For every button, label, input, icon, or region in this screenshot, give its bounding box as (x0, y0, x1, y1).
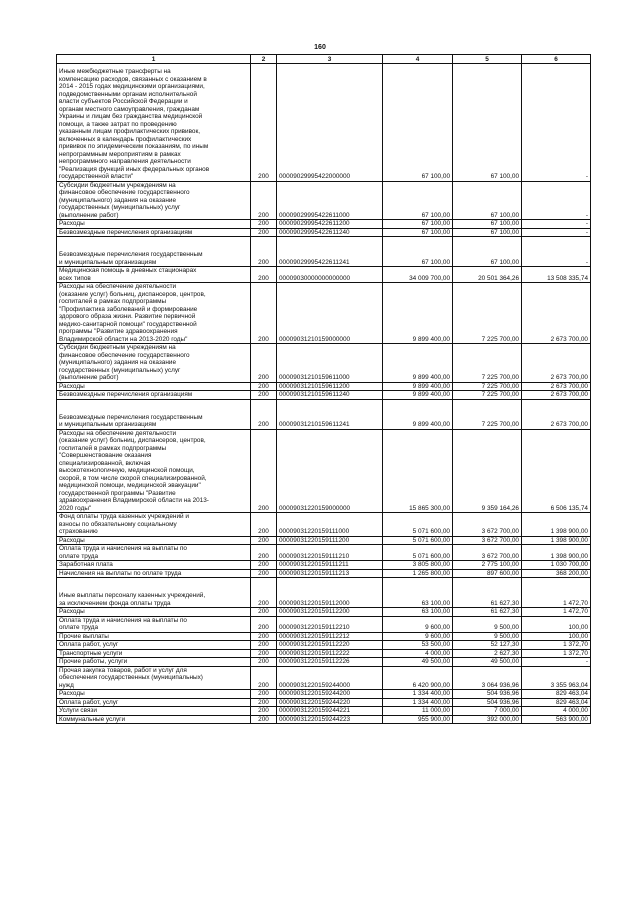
row-code-cell: 200 (251, 632, 277, 641)
row-classifier-cell: 00009031220159244220 (277, 698, 383, 707)
row-approved-cell: 63 100,00 (383, 578, 453, 608)
row-approved-cell: 1 334 400,00 (383, 698, 453, 707)
row-approved-cell: 5 071 600,00 (383, 513, 453, 537)
row-code-cell: 200 (251, 690, 277, 699)
row-approved-cell: 53 500,00 (383, 641, 453, 650)
row-name-cell: Субсидии бюджетным учреждениям на финансовое обеспечение государственного (муниципального) задания на оказание государственных (муниципальных) услуг (выполнение работ) (57, 181, 251, 220)
row-approved-cell: 3 805 800,00 (383, 561, 453, 570)
row-remaining-cell: 2 673 700,00 (522, 344, 591, 383)
row-code-cell: 200 (251, 64, 277, 182)
row-approved-cell: 11 000,00 (383, 707, 453, 716)
row-classifier-cell: 00009031220159111213 (277, 569, 383, 578)
row-name-cell: Начисления на выплаты по оплате труда (57, 569, 251, 578)
row-executed-cell: 7 000,00 (453, 707, 522, 716)
row-approved-cell: 67 100,00 (383, 220, 453, 229)
row-code-cell: 200 (251, 545, 277, 561)
table-row (57, 283, 591, 344)
row-name-cell: Иные межбюджетные трансферты на компенсацию расходов, связанных с оказанием в 2014 - 2015 годах медицинскими организациями, подведомственными органам исполнительной власти субъектов Российской Федерации и органам местного самоуправления, гражданам Украины и лицам без гражданства медицинской помощи, а также затрат по проведению указанным лицам профилактических прививок, включенных в календарь профилактических прививок по эпидемическим показаниям, по иным непрограммным мероприятиям в рамках непрограммного направления деятельности "Реализация функций иных федеральных органов государственной власти" (57, 64, 251, 182)
row-name-cell: Заработная плата (57, 561, 251, 570)
row-classifier-cell: 00009031220159111200 (277, 536, 383, 545)
table-row (57, 666, 591, 690)
row-remaining-cell: - (522, 64, 591, 182)
row-name-cell: Прочие работы, услуги (57, 658, 251, 667)
row-code-cell: 200 (251, 237, 277, 267)
row-classifier-cell: 00009029995422000000 (277, 64, 383, 182)
row-name-cell: Оплата труда и начисления на выплаты по оплате труда (57, 616, 251, 632)
row-executed-cell: 7 225 700,00 (453, 399, 522, 429)
row-name-cell: Безвозмездные перечисления организациям (57, 391, 251, 400)
table-row (57, 632, 591, 641)
header-cell: 4 (383, 55, 453, 64)
row-code-cell: 200 (251, 391, 277, 400)
row-executed-cell: 52 127,30 (453, 641, 522, 650)
table-row (57, 344, 591, 383)
row-executed-cell: 3 064 936,96 (453, 666, 522, 690)
table-row (57, 658, 591, 667)
table-row (57, 641, 591, 650)
row-name-cell: Прочая закупка товаров, работ и услуг для обеспечения государственных (муниципальных) нужд (57, 666, 251, 690)
row-code-cell: 200 (251, 344, 277, 383)
row-approved-cell: 9 899 400,00 (383, 399, 453, 429)
header-cell: 3 (277, 55, 383, 64)
table-row (57, 399, 591, 429)
row-name-cell: Фонд оплаты труда казенных учреждений и взносы по обязательному социальному страхованию (57, 513, 251, 537)
table-row (57, 616, 591, 632)
row-remaining-cell: - (522, 220, 591, 229)
table-row (57, 715, 591, 724)
row-name-cell: Безвозмездные перечисления организациям (57, 228, 251, 237)
row-name-cell: Коммунальные услуги (57, 715, 251, 724)
row-classifier-cell: 00009031210159611000 (277, 344, 383, 383)
row-executed-cell: 2 627,30 (453, 649, 522, 658)
row-executed-cell: 7 225 700,00 (453, 391, 522, 400)
table-row (57, 267, 591, 283)
row-name-cell: Расходы (57, 608, 251, 617)
row-remaining-cell: 2 673 700,00 (522, 382, 591, 391)
row-name-cell: Прочие выплаты (57, 632, 251, 641)
row-remaining-cell: 368 200,00 (522, 569, 591, 578)
table-row (57, 545, 591, 561)
row-classifier-cell: 00009031220159112210 (277, 616, 383, 632)
row-classifier-cell: 00009031220159112200 (277, 608, 383, 617)
row-executed-cell: 9 500,00 (453, 632, 522, 641)
table-row (57, 228, 591, 237)
row-executed-cell: 9 359 164,26 (453, 429, 522, 513)
row-code-cell: 200 (251, 513, 277, 537)
row-classifier-cell: 00009031220159111000 (277, 513, 383, 537)
row-name-cell: Безвозмездные перечисления государственным и муниципальным организациям (57, 237, 251, 267)
row-remaining-cell: 1 472,70 (522, 608, 591, 617)
table-row (57, 391, 591, 400)
table-row (57, 608, 591, 617)
row-code-cell: 200 (251, 283, 277, 344)
row-executed-cell: 61 627,30 (453, 608, 522, 617)
budget-table (56, 54, 591, 724)
row-executed-cell: 504 936,96 (453, 698, 522, 707)
row-classifier-cell: 00009031220159000000 (277, 429, 383, 513)
row-code-cell: 200 (251, 649, 277, 658)
row-code-cell: 200 (251, 715, 277, 724)
row-remaining-cell: 2 673 700,00 (522, 283, 591, 344)
page-number: 160 (314, 44, 326, 51)
row-executed-cell: 61 627,30 (453, 578, 522, 608)
row-executed-cell: 67 100,00 (453, 220, 522, 229)
row-executed-cell: 7 225 700,00 (453, 382, 522, 391)
row-executed-cell: 2 775 100,00 (453, 561, 522, 570)
row-name-cell: Оплата труда и начисления на выплаты по оплате труда (57, 545, 251, 561)
row-remaining-cell: 829 463,04 (522, 690, 591, 699)
row-name-cell: Оплата работ, услуг (57, 698, 251, 707)
row-remaining-cell: 1 372,70 (522, 641, 591, 650)
row-approved-cell: 67 100,00 (383, 181, 453, 220)
row-classifier-cell: 00009031220159112222 (277, 649, 383, 658)
row-code-cell: 200 (251, 220, 277, 229)
row-classifier-cell: 00009031220159112212 (277, 632, 383, 641)
row-executed-cell: 3 672 700,00 (453, 536, 522, 545)
header-cell: 1 (57, 55, 251, 64)
row-remaining-cell: 1 372,70 (522, 649, 591, 658)
row-executed-cell: 3 672 700,00 (453, 513, 522, 537)
row-approved-cell: 1 334 400,00 (383, 690, 453, 699)
row-executed-cell: 3 672 700,00 (453, 545, 522, 561)
row-code-cell: 200 (251, 698, 277, 707)
row-name-cell: Расходы (57, 536, 251, 545)
row-classifier-cell: 00009031220159244223 (277, 715, 383, 724)
row-classifier-cell: 00009031210159000000 (277, 283, 383, 344)
row-name-cell: Расходы (57, 382, 251, 391)
row-remaining-cell: 1 398 900,00 (522, 536, 591, 545)
row-approved-cell: 9 600,00 (383, 632, 453, 641)
row-approved-cell: 9 899 400,00 (383, 283, 453, 344)
row-approved-cell: 67 100,00 (383, 64, 453, 182)
table-row (57, 181, 591, 220)
row-name-cell: Оплата работ, услуг (57, 641, 251, 650)
row-remaining-cell: 100,00 (522, 616, 591, 632)
row-remaining-cell: 6 506 135,74 (522, 429, 591, 513)
row-approved-cell: 67 100,00 (383, 228, 453, 237)
header-cell: 2 (251, 55, 277, 64)
table-row (57, 382, 591, 391)
row-remaining-cell: 4 000,00 (522, 707, 591, 716)
row-code-cell: 200 (251, 666, 277, 690)
row-approved-cell: 49 500,00 (383, 658, 453, 667)
row-code-cell: 200 (251, 181, 277, 220)
header-row (57, 55, 591, 64)
row-classifier-cell: 00009031220159111211 (277, 561, 383, 570)
row-executed-cell: 504 936,96 (453, 690, 522, 699)
row-approved-cell: 1 265 800,00 (383, 569, 453, 578)
row-remaining-cell: 2 673 700,00 (522, 399, 591, 429)
row-classifier-cell: 00009031210159611200 (277, 382, 383, 391)
row-name-cell: Медицинская помощь в дневных стационарах всех типов (57, 267, 251, 283)
table-row (57, 64, 591, 182)
table-row (57, 707, 591, 716)
row-executed-cell: 20 501 364,26 (453, 267, 522, 283)
row-approved-cell: 34 009 700,00 (383, 267, 453, 283)
row-remaining-cell: - (522, 228, 591, 237)
row-approved-cell: 15 865 300,00 (383, 429, 453, 513)
row-name-cell: Расходы на обеспечение деятельности (оказание услуг) больниц, диспансеров, центров, госпиталей в рамках подпрограммы "Совершенствование оказания специализированной, включая высокотехнологичную, медицинской помощи, скорой, в том числе скорой специализированной, медицинской помощи, медицинской эвакуации" государственной программы "Развитие здравоохранения Владимирской области на 2013- 2020 годы" (57, 429, 251, 513)
table-row (57, 429, 591, 513)
header-cell: 6 (522, 55, 591, 64)
row-remaining-cell: - (522, 181, 591, 220)
row-code-cell: 200 (251, 267, 277, 283)
table-row (57, 698, 591, 707)
row-executed-cell: 7 225 700,00 (453, 344, 522, 383)
table-row (57, 690, 591, 699)
row-classifier-cell: 00009031220159112000 (277, 578, 383, 608)
row-approved-cell: 5 071 600,00 (383, 536, 453, 545)
row-classifier-cell: 00009029995422611240 (277, 228, 383, 237)
row-executed-cell: 49 500,00 (453, 658, 522, 667)
row-name-cell: Иные выплаты персоналу казенных учреждений, за исключением фонда оплаты труда (57, 578, 251, 608)
row-approved-cell: 6 420 900,00 (383, 666, 453, 690)
row-remaining-cell: 3 355 963,04 (522, 666, 591, 690)
row-classifier-cell: 00009029995422611000 (277, 181, 383, 220)
row-approved-cell: 9 600,00 (383, 616, 453, 632)
row-executed-cell: 67 100,00 (453, 64, 522, 182)
row-approved-cell: 955 900,00 (383, 715, 453, 724)
row-remaining-cell: 829 463,04 (522, 698, 591, 707)
table-row (57, 513, 591, 537)
row-code-cell: 200 (251, 228, 277, 237)
row-executed-cell: 67 100,00 (453, 181, 522, 220)
row-remaining-cell: 100,00 (522, 632, 591, 641)
table-row (57, 237, 591, 267)
row-approved-cell: 9 899 400,00 (383, 391, 453, 400)
row-code-cell: 200 (251, 658, 277, 667)
row-executed-cell: 67 100,00 (453, 237, 522, 267)
row-classifier-cell: 00009031210159611240 (277, 391, 383, 400)
row-remaining-cell: 13 508 335,74 (522, 267, 591, 283)
row-code-cell: 200 (251, 707, 277, 716)
row-code-cell: 200 (251, 399, 277, 429)
row-classifier-cell: 00009031220159244221 (277, 707, 383, 716)
row-executed-cell: 897 600,00 (453, 569, 522, 578)
row-code-cell: 200 (251, 578, 277, 608)
row-remaining-cell: 563 900,00 (522, 715, 591, 724)
row-executed-cell: 67 100,00 (453, 228, 522, 237)
row-approved-cell: 63 100,00 (383, 608, 453, 617)
row-approved-cell: 9 899 400,00 (383, 344, 453, 383)
table-row (57, 536, 591, 545)
row-classifier-cell: 00009031220159244000 (277, 666, 383, 690)
row-approved-cell: 5 071 600,00 (383, 545, 453, 561)
row-code-cell: 200 (251, 641, 277, 650)
row-classifier-cell: 00009031220159244200 (277, 690, 383, 699)
row-code-cell: 200 (251, 536, 277, 545)
row-name-cell: Расходы (57, 220, 251, 229)
row-classifier-cell: 00009029995422611241 (277, 237, 383, 267)
row-name-cell: Услуги связи (57, 707, 251, 716)
row-name-cell: Транспортные услуги (57, 649, 251, 658)
row-classifier-cell: 00009030000000000000 (277, 267, 383, 283)
row-classifier-cell: 00009031220159112226 (277, 658, 383, 667)
row-name-cell: Субсидии бюджетным учреждениям на финансовое обеспечение государственного (муниципального) задания на оказание государственных (муниципальных) услуг (выполнение работ) (57, 344, 251, 383)
row-remaining-cell: 1 398 900,00 (522, 513, 591, 537)
row-executed-cell: 9 500,00 (453, 616, 522, 632)
row-approved-cell: 9 899 400,00 (383, 382, 453, 391)
row-code-cell: 200 (251, 569, 277, 578)
table-row (57, 578, 591, 608)
row-name-cell: Расходы на обеспечение деятельности (оказание услуг) больниц, диспансеров, центров, госпиталей в рамках подпрограммы "Профилактика заболеваний и формирование здорового образа жизни. Развитие первичной медико-санитарной помощи" государственной программы "Развитие здравоохранения Владимирской области на 2013-2020 годы" (57, 283, 251, 344)
row-classifier-cell: 00009031220159111210 (277, 545, 383, 561)
row-code-cell: 200 (251, 429, 277, 513)
row-remaining-cell: 1 472,70 (522, 578, 591, 608)
row-remaining-cell: - (522, 237, 591, 267)
row-name-cell: Расходы (57, 690, 251, 699)
row-code-cell: 200 (251, 382, 277, 391)
row-classifier-cell: 00009031220159112220 (277, 641, 383, 650)
row-classifier-cell: 00009031210159611241 (277, 399, 383, 429)
table-row (57, 220, 591, 229)
table-row (57, 649, 591, 658)
row-approved-cell: 4 000,00 (383, 649, 453, 658)
row-approved-cell: 67 100,00 (383, 237, 453, 267)
row-remaining-cell: 1 030 700,00 (522, 561, 591, 570)
row-code-cell: 200 (251, 561, 277, 570)
row-code-cell: 200 (251, 616, 277, 632)
row-executed-cell: 7 225 700,00 (453, 283, 522, 344)
row-remaining-cell: 1 398 900,00 (522, 545, 591, 561)
table-row (57, 561, 591, 570)
row-remaining-cell: - (522, 658, 591, 667)
table-row (57, 569, 591, 578)
row-code-cell: 200 (251, 608, 277, 617)
row-remaining-cell: 2 673 700,00 (522, 391, 591, 400)
header-cell: 5 (453, 55, 522, 64)
row-classifier-cell: 00009029995422611200 (277, 220, 383, 229)
row-name-cell: Безвозмездные перечисления государственным и муниципальным организациям (57, 399, 251, 429)
row-executed-cell: 392 000,00 (453, 715, 522, 724)
